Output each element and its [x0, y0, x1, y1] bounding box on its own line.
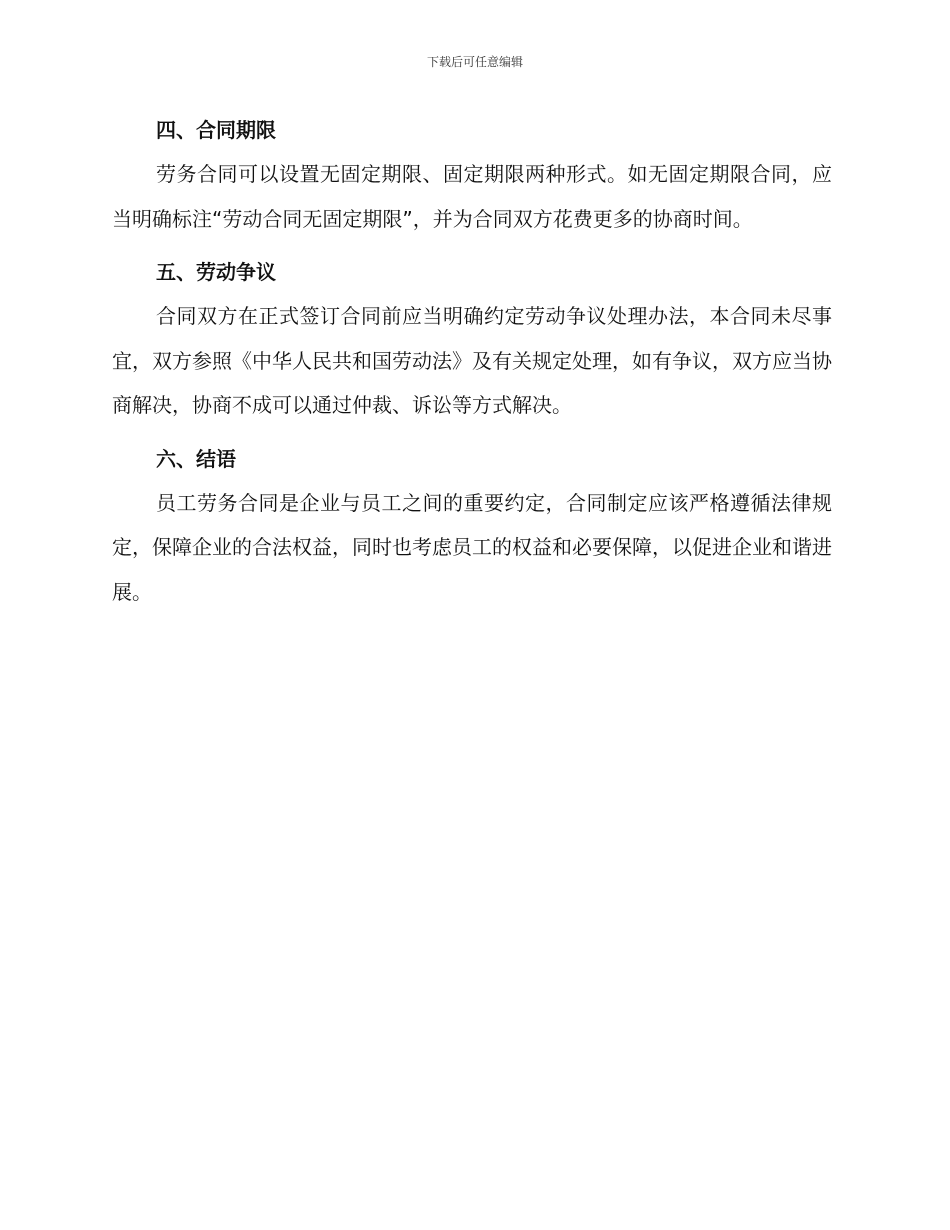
- section-paragraph: 合同双方在正式签订合同前应当明确约定劳动争议处理办法，本合同未尽事宜，双方参照《中华人民共和国劳动法》及有关规定处理，如有争议，双方应当协商解决，协商不成可以通过仲裁、诉讼等方式解决。: [112, 304, 832, 417]
- section-paragraph: 员工劳务合同是企业与员工之间的重要约定，合同制定应该严格遵循法律规定，保障企业的合法权益，同时也考虑员工的权益和必要保障，以促进企业和谐进展。: [112, 490, 832, 604]
- section-heading: 六、结语: [156, 446, 236, 471]
- page-header-note: 下载后可任意编辑: [426, 55, 523, 69]
- section-labor-dispute: [112, 250, 832, 428]
- section-heading: 五、劳动争议: [156, 260, 276, 284]
- section-conclusion: [112, 437, 832, 615]
- section-paragraph: 劳务合同可以设置无固定期限、固定期限两种形式。如无固定期限合同，应当明确标注“劳动合同无固定期限”，并为合同双方花费更多的协商时间。: [112, 162, 832, 231]
- document-body: [112, 108, 832, 623]
- section-heading: 四、合同期限: [156, 118, 276, 142]
- section-contract-term: [112, 108, 832, 241]
